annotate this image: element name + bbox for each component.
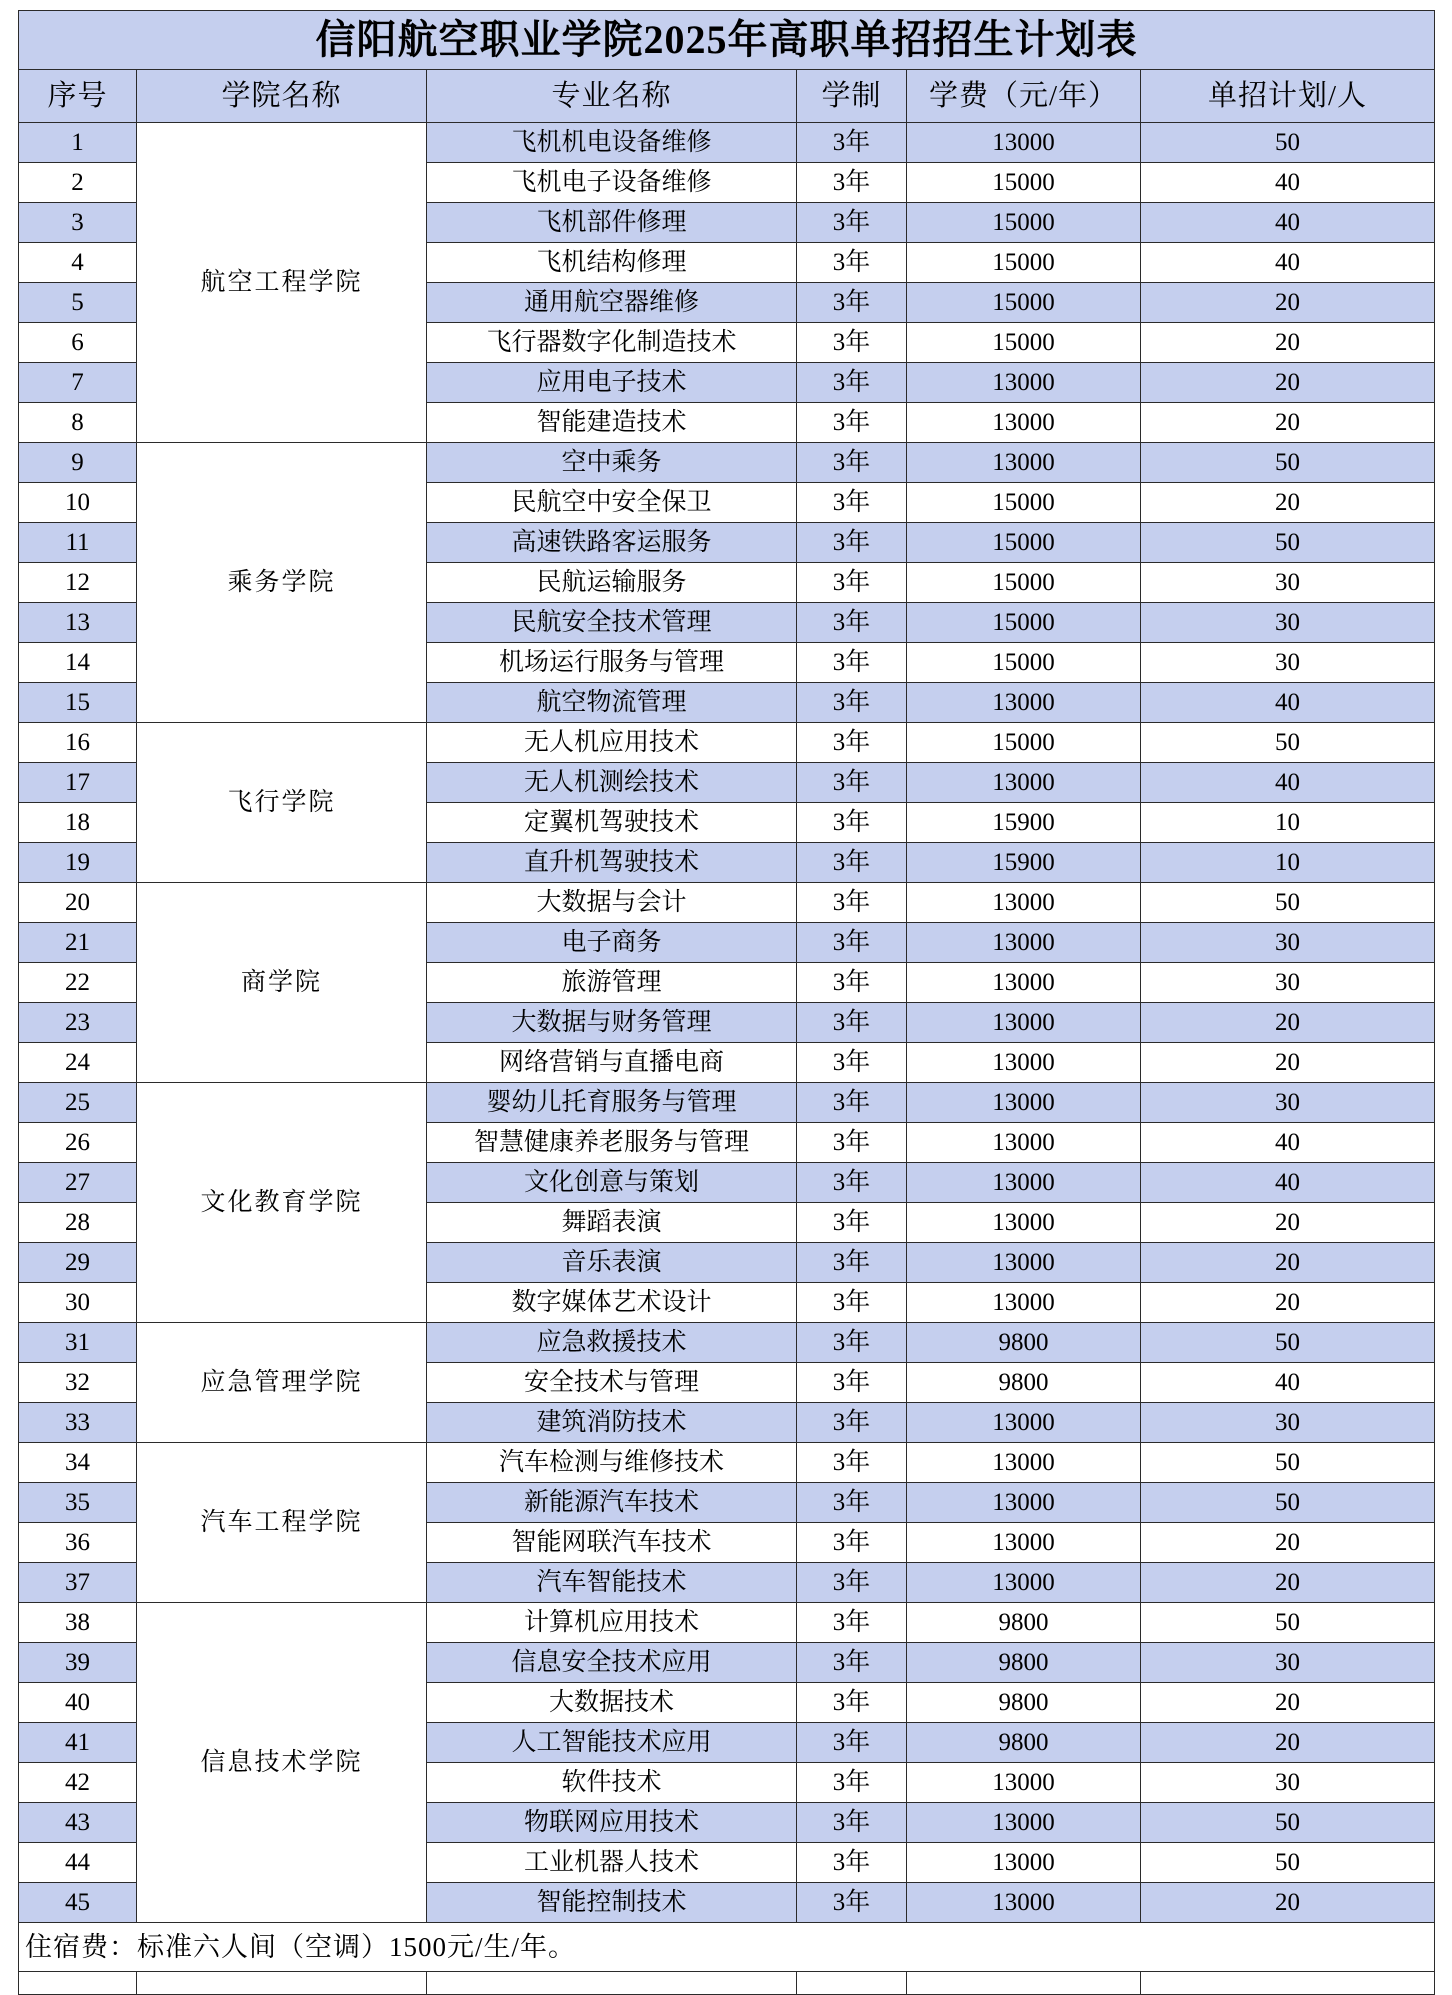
cell-major: 直升机驾驶技术 [427, 843, 797, 883]
cell-plan: 50 [1141, 443, 1435, 483]
cell-major: 智慧健康养老服务与管理 [427, 1123, 797, 1163]
cell-fee: 13000 [907, 1083, 1141, 1123]
cell-fee: 9800 [907, 1603, 1141, 1643]
cell-major: 信息安全技术应用 [427, 1643, 797, 1683]
table-row [19, 1603, 1435, 1643]
cell-plan: 40 [1141, 163, 1435, 203]
column-header-plan: 单招计划/人 [1141, 70, 1435, 123]
cell-years: 3年 [797, 403, 907, 443]
cell-fee: 13000 [907, 1523, 1141, 1563]
admission-plan-table [18, 10, 1435, 1995]
cell-major: 新能源汽车技术 [427, 1483, 797, 1523]
cell-major: 安全技术与管理 [427, 1363, 797, 1403]
cell-major: 无人机测绘技术 [427, 763, 797, 803]
cell-index: 42 [19, 1763, 137, 1803]
cell-index: 43 [19, 1803, 137, 1843]
cell-index: 2 [19, 163, 137, 203]
filler-cell [137, 1972, 427, 1995]
cell-fee: 13000 [907, 363, 1141, 403]
cell-major: 智能控制技术 [427, 1883, 797, 1923]
cell-fee: 15900 [907, 803, 1141, 843]
cell-fee: 15000 [907, 243, 1141, 283]
cell-plan: 30 [1141, 643, 1435, 683]
cell-index: 30 [19, 1283, 137, 1323]
cell-major: 工业机器人技术 [427, 1843, 797, 1883]
cell-index: 19 [19, 843, 137, 883]
cell-fee: 9800 [907, 1723, 1141, 1763]
cell-index: 22 [19, 963, 137, 1003]
table-row [19, 123, 1435, 163]
cell-major: 机场运行服务与管理 [427, 643, 797, 683]
cell-plan: 20 [1141, 363, 1435, 403]
cell-major: 舞蹈表演 [427, 1203, 797, 1243]
cell-years: 3年 [797, 123, 907, 163]
cell-major: 大数据与会计 [427, 883, 797, 923]
cell-index: 25 [19, 1083, 137, 1123]
cell-major: 网络营销与直播电商 [427, 1043, 797, 1083]
cell-years: 3年 [797, 563, 907, 603]
cell-college-name: 汽车工程学院 [137, 1443, 427, 1603]
cell-major: 航空物流管理 [427, 683, 797, 723]
cell-plan: 40 [1141, 763, 1435, 803]
cell-index: 4 [19, 243, 137, 283]
cell-major: 数字媒体艺术设计 [427, 1283, 797, 1323]
cell-years: 3年 [797, 1163, 907, 1203]
cell-fee: 13000 [907, 1883, 1141, 1923]
cell-fee: 9800 [907, 1683, 1141, 1723]
cell-fee: 15000 [907, 203, 1141, 243]
cell-fee: 13000 [907, 963, 1141, 1003]
cell-college-name: 应急管理学院 [137, 1323, 427, 1443]
cell-major: 飞行器数字化制造技术 [427, 323, 797, 363]
cell-college-name: 信息技术学院 [137, 1603, 427, 1923]
column-header-major: 专业名称 [427, 70, 797, 123]
cell-plan: 10 [1141, 803, 1435, 843]
cell-index: 31 [19, 1323, 137, 1363]
cell-major: 通用航空器维修 [427, 283, 797, 323]
cell-plan: 50 [1141, 883, 1435, 923]
cell-college-name: 飞行学院 [137, 723, 427, 883]
cell-plan: 20 [1141, 1523, 1435, 1563]
cell-years: 3年 [797, 643, 907, 683]
cell-fee: 13000 [907, 1003, 1141, 1043]
cell-fee: 13000 [907, 443, 1141, 483]
cell-plan: 40 [1141, 1163, 1435, 1203]
cell-plan: 30 [1141, 563, 1435, 603]
column-header-fee: 学费（元/年） [907, 70, 1141, 123]
cell-major: 文化创意与策划 [427, 1163, 797, 1203]
cell-fee: 13000 [907, 1403, 1141, 1443]
cell-years: 3年 [797, 283, 907, 323]
cell-plan: 30 [1141, 1083, 1435, 1123]
cell-years: 3年 [797, 1283, 907, 1323]
cell-plan: 20 [1141, 1203, 1435, 1243]
cell-major: 民航空中安全保卫 [427, 483, 797, 523]
cell-years: 3年 [797, 1563, 907, 1603]
table-row [19, 723, 1435, 763]
cell-index: 14 [19, 643, 137, 683]
cell-index: 34 [19, 1443, 137, 1483]
cell-fee: 13000 [907, 1123, 1141, 1163]
cell-plan: 20 [1141, 1563, 1435, 1603]
cell-years: 3年 [797, 1203, 907, 1243]
cell-years: 3年 [797, 1723, 907, 1763]
cell-major: 飞机电子设备维修 [427, 163, 797, 203]
cell-years: 3年 [797, 163, 907, 203]
cell-fee: 15000 [907, 723, 1141, 763]
cell-index: 16 [19, 723, 137, 763]
cell-major: 大数据与财务管理 [427, 1003, 797, 1043]
table-body [19, 11, 1435, 1995]
cell-index: 15 [19, 683, 137, 723]
cell-years: 3年 [797, 763, 907, 803]
table-row [19, 1443, 1435, 1483]
table-filler-row [19, 1972, 1435, 1995]
cell-index: 24 [19, 1043, 137, 1083]
cell-years: 3年 [797, 1123, 907, 1163]
cell-major: 电子商务 [427, 923, 797, 963]
cell-fee: 13000 [907, 1203, 1141, 1243]
cell-major: 民航安全技术管理 [427, 603, 797, 643]
cell-years: 3年 [797, 443, 907, 483]
cell-index: 17 [19, 763, 137, 803]
cell-major: 大数据技术 [427, 1683, 797, 1723]
cell-plan: 30 [1141, 923, 1435, 963]
cell-years: 3年 [797, 203, 907, 243]
cell-fee: 13000 [907, 1283, 1141, 1323]
table-row [19, 1083, 1435, 1123]
cell-index: 20 [19, 883, 137, 923]
cell-plan: 30 [1141, 1643, 1435, 1683]
cell-fee: 15000 [907, 323, 1141, 363]
cell-index: 39 [19, 1643, 137, 1683]
cell-major: 飞机结构修理 [427, 243, 797, 283]
cell-plan: 40 [1141, 203, 1435, 243]
cell-major: 人工智能技术应用 [427, 1723, 797, 1763]
cell-years: 3年 [797, 1603, 907, 1643]
column-header-index: 序号 [19, 70, 137, 123]
cell-index: 3 [19, 203, 137, 243]
cell-major: 物联网应用技术 [427, 1803, 797, 1843]
cell-years: 3年 [797, 723, 907, 763]
cell-college-name: 乘务学院 [137, 443, 427, 723]
cell-index: 6 [19, 323, 137, 363]
cell-plan: 20 [1141, 1883, 1435, 1923]
cell-years: 3年 [797, 363, 907, 403]
cell-years: 3年 [797, 923, 907, 963]
cell-index: 21 [19, 923, 137, 963]
cell-plan: 40 [1141, 1363, 1435, 1403]
cell-fee: 13000 [907, 403, 1141, 443]
cell-fee: 15000 [907, 523, 1141, 563]
filler-cell [907, 1972, 1141, 1995]
cell-plan: 30 [1141, 1763, 1435, 1803]
cell-years: 3年 [797, 1883, 907, 1923]
cell-major: 应急救援技术 [427, 1323, 797, 1363]
cell-index: 41 [19, 1723, 137, 1763]
cell-fee: 13000 [907, 1843, 1141, 1883]
cell-index: 28 [19, 1203, 137, 1243]
cell-fee: 15000 [907, 483, 1141, 523]
cell-plan: 50 [1141, 1443, 1435, 1483]
cell-years: 3年 [797, 1083, 907, 1123]
cell-plan: 50 [1141, 523, 1435, 563]
page-title: 信阳航空职业学院2025年高职单招招生计划表 [19, 11, 1435, 70]
cell-fee: 13000 [907, 683, 1141, 723]
housing-fee-note: 住宿费：标准六人间（空调）1500元/生/年。 [19, 1923, 1435, 1972]
cell-plan: 20 [1141, 1243, 1435, 1283]
cell-years: 3年 [797, 1323, 907, 1363]
cell-fee: 15900 [907, 843, 1141, 883]
cell-fee: 13000 [907, 123, 1141, 163]
filler-cell [427, 1972, 797, 1995]
cell-index: 1 [19, 123, 137, 163]
cell-index: 27 [19, 1163, 137, 1203]
cell-years: 3年 [797, 603, 907, 643]
cell-index: 26 [19, 1123, 137, 1163]
cell-major: 高速铁路客运服务 [427, 523, 797, 563]
cell-index: 37 [19, 1563, 137, 1603]
cell-plan: 20 [1141, 403, 1435, 443]
cell-fee: 15000 [907, 283, 1141, 323]
cell-index: 38 [19, 1603, 137, 1643]
cell-index: 8 [19, 403, 137, 443]
cell-college-name: 文化教育学院 [137, 1083, 427, 1323]
cell-fee: 9800 [907, 1363, 1141, 1403]
cell-plan: 20 [1141, 323, 1435, 363]
cell-years: 3年 [797, 683, 907, 723]
cell-major: 旅游管理 [427, 963, 797, 1003]
cell-major: 民航运输服务 [427, 563, 797, 603]
cell-years: 3年 [797, 1363, 907, 1403]
cell-years: 3年 [797, 1003, 907, 1043]
cell-plan: 50 [1141, 123, 1435, 163]
column-header-years: 学制 [797, 70, 907, 123]
cell-years: 3年 [797, 1843, 907, 1883]
cell-major: 智能建造技术 [427, 403, 797, 443]
cell-plan: 40 [1141, 683, 1435, 723]
cell-years: 3年 [797, 323, 907, 363]
cell-major: 汽车智能技术 [427, 1563, 797, 1603]
cell-major: 定翼机驾驶技术 [427, 803, 797, 843]
cell-years: 3年 [797, 523, 907, 563]
cell-major: 建筑消防技术 [427, 1403, 797, 1443]
cell-fee: 13000 [907, 923, 1141, 963]
cell-years: 3年 [797, 1043, 907, 1083]
cell-index: 23 [19, 1003, 137, 1043]
cell-fee: 15000 [907, 643, 1141, 683]
cell-plan: 50 [1141, 1483, 1435, 1523]
cell-major: 软件技术 [427, 1763, 797, 1803]
cell-plan: 50 [1141, 1603, 1435, 1643]
cell-years: 3年 [797, 883, 907, 923]
cell-fee: 15000 [907, 603, 1141, 643]
cell-index: 5 [19, 283, 137, 323]
cell-index: 10 [19, 483, 137, 523]
cell-years: 3年 [797, 963, 907, 1003]
cell-fee: 13000 [907, 763, 1141, 803]
cell-fee: 13000 [907, 1483, 1141, 1523]
cell-plan: 20 [1141, 283, 1435, 323]
cell-major: 飞机部件修理 [427, 203, 797, 243]
cell-index: 7 [19, 363, 137, 403]
cell-index: 11 [19, 523, 137, 563]
footer-note-row [19, 1923, 1435, 1972]
column-header-college: 学院名称 [137, 70, 427, 123]
cell-years: 3年 [797, 843, 907, 883]
cell-index: 12 [19, 563, 137, 603]
cell-plan: 50 [1141, 1843, 1435, 1883]
cell-fee: 13000 [907, 1043, 1141, 1083]
cell-major: 无人机应用技术 [427, 723, 797, 763]
cell-major: 音乐表演 [427, 1243, 797, 1283]
cell-college-name: 商学院 [137, 883, 427, 1083]
cell-fee: 13000 [907, 1243, 1141, 1283]
cell-major: 智能网联汽车技术 [427, 1523, 797, 1563]
cell-index: 44 [19, 1843, 137, 1883]
cell-plan: 40 [1141, 243, 1435, 283]
cell-college-name: 航空工程学院 [137, 123, 427, 443]
cell-fee: 13000 [907, 1443, 1141, 1483]
cell-plan: 30 [1141, 963, 1435, 1003]
cell-index: 40 [19, 1683, 137, 1723]
cell-years: 3年 [797, 243, 907, 283]
cell-plan: 40 [1141, 1123, 1435, 1163]
cell-years: 3年 [797, 1683, 907, 1723]
cell-fee: 13000 [907, 1803, 1141, 1843]
cell-plan: 20 [1141, 1043, 1435, 1083]
cell-major: 婴幼儿托育服务与管理 [427, 1083, 797, 1123]
cell-index: 18 [19, 803, 137, 843]
cell-fee: 15000 [907, 563, 1141, 603]
cell-plan: 30 [1141, 603, 1435, 643]
cell-years: 3年 [797, 1763, 907, 1803]
cell-plan: 50 [1141, 1323, 1435, 1363]
cell-major: 飞机机电设备维修 [427, 123, 797, 163]
cell-years: 3年 [797, 1523, 907, 1563]
table-title-row [19, 11, 1435, 70]
cell-plan: 20 [1141, 1683, 1435, 1723]
filler-cell [19, 1972, 137, 1995]
table-row [19, 883, 1435, 923]
cell-years: 3年 [797, 483, 907, 523]
cell-fee: 13000 [907, 1563, 1141, 1603]
cell-years: 3年 [797, 1443, 907, 1483]
cell-fee: 15000 [907, 163, 1141, 203]
cell-index: 36 [19, 1523, 137, 1563]
cell-major: 空中乘务 [427, 443, 797, 483]
filler-cell [797, 1972, 907, 1995]
cell-years: 3年 [797, 1803, 907, 1843]
filler-cell [1141, 1972, 1435, 1995]
cell-plan: 50 [1141, 1803, 1435, 1843]
cell-index: 32 [19, 1363, 137, 1403]
cell-plan: 50 [1141, 723, 1435, 763]
cell-plan: 20 [1141, 1003, 1435, 1043]
cell-index: 35 [19, 1483, 137, 1523]
table-header-row [19, 70, 1435, 123]
cell-fee: 13000 [907, 1163, 1141, 1203]
cell-index: 33 [19, 1403, 137, 1443]
cell-years: 3年 [797, 1403, 907, 1443]
cell-index: 29 [19, 1243, 137, 1283]
cell-fee: 13000 [907, 883, 1141, 923]
cell-index: 9 [19, 443, 137, 483]
cell-years: 3年 [797, 803, 907, 843]
cell-years: 3年 [797, 1643, 907, 1683]
table-row [19, 443, 1435, 483]
cell-index: 45 [19, 1883, 137, 1923]
cell-fee: 9800 [907, 1643, 1141, 1683]
cell-major: 计算机应用技术 [427, 1603, 797, 1643]
cell-plan: 10 [1141, 843, 1435, 883]
cell-plan: 20 [1141, 483, 1435, 523]
cell-index: 13 [19, 603, 137, 643]
table-row [19, 1323, 1435, 1363]
cell-plan: 20 [1141, 1723, 1435, 1763]
cell-major: 应用电子技术 [427, 363, 797, 403]
cell-fee: 13000 [907, 1763, 1141, 1803]
cell-plan: 30 [1141, 1403, 1435, 1443]
cell-fee: 9800 [907, 1323, 1141, 1363]
cell-major: 汽车检测与维修技术 [427, 1443, 797, 1483]
cell-years: 3年 [797, 1483, 907, 1523]
cell-years: 3年 [797, 1243, 907, 1283]
cell-plan: 20 [1141, 1283, 1435, 1323]
